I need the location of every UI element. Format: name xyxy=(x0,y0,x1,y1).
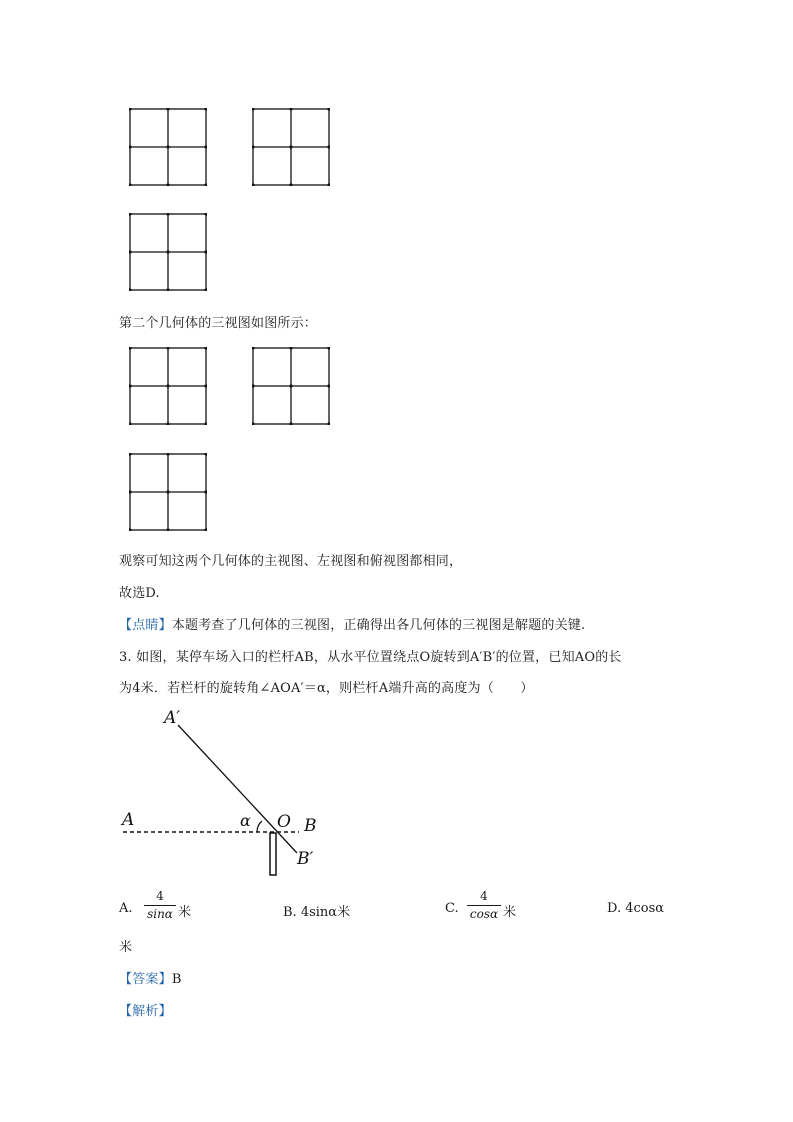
view-grid-top-1 xyxy=(129,213,207,291)
barrier-figure xyxy=(119,703,339,883)
label-b-prime: B′ xyxy=(297,849,314,869)
barrier-arm-rotated xyxy=(178,725,297,853)
angle-arc xyxy=(257,821,262,832)
label-alpha: α xyxy=(240,811,251,830)
view-grid-left-1 xyxy=(252,108,330,186)
intro-views-2: 第二个几何体的三视图如图所示： xyxy=(119,316,318,331)
option-c-denominator: cosα xyxy=(469,907,499,921)
option-a-numerator: 4 xyxy=(156,889,164,903)
conclusion-text: 观察可知这两个几何体的主视图、左视图和俯视图都相同， xyxy=(119,554,463,569)
answer-line xyxy=(119,968,182,987)
option-d[interactable]: D. 4cosα xyxy=(607,901,665,916)
option-c-letter[interactable]: C. xyxy=(445,901,459,916)
label-o: O xyxy=(277,812,291,832)
view-grid-front-2 xyxy=(129,347,207,425)
comment-tag: 【点睛】 xyxy=(119,618,172,633)
option-a-fraction-bar xyxy=(144,905,176,906)
answer-tag: 【答案】 xyxy=(119,972,172,987)
view-grid-left-2 xyxy=(252,347,330,425)
comment-text: 本题考查了几何体的三视图，正确得出各几何体的三视图是解题的关键. xyxy=(171,618,586,633)
option-a-letter[interactable]: A. xyxy=(119,901,133,916)
question-line-1: 3. 如图，某停车场入口的栏杆AB，从水平位置绕点O旋转到A′B′的位置，已知AO的长 xyxy=(119,650,622,665)
option-c-numerator: 4 xyxy=(480,889,488,903)
option-b[interactable]: B. 4sinα米 xyxy=(283,905,351,920)
label-a: A xyxy=(122,810,135,830)
barrier-post xyxy=(270,833,276,875)
comment-line xyxy=(119,614,585,633)
answer-value: B xyxy=(171,972,182,987)
label-a-prime: A′ xyxy=(164,708,181,728)
label-b: B xyxy=(304,816,317,836)
view-grid-top-2 xyxy=(129,453,207,531)
option-c-fraction[interactable] xyxy=(467,889,501,922)
analysis-tag: 【解析】 xyxy=(119,1004,172,1019)
option-a-fraction[interactable] xyxy=(144,889,176,922)
choose-text: 故选D. xyxy=(119,586,160,601)
option-d-unit: 米 xyxy=(119,940,133,955)
view-grid-front-1 xyxy=(129,108,207,186)
option-a-unit: 米 xyxy=(178,905,192,920)
option-c-unit: 米 xyxy=(503,905,517,920)
option-a-denominator: sinα xyxy=(147,907,173,921)
option-c-fraction-bar xyxy=(467,905,501,906)
question-line-2: 为4米．若栏杆的旋转角∠AOA′＝α，则栏杆A端升高的高度为（ ） xyxy=(119,681,534,696)
